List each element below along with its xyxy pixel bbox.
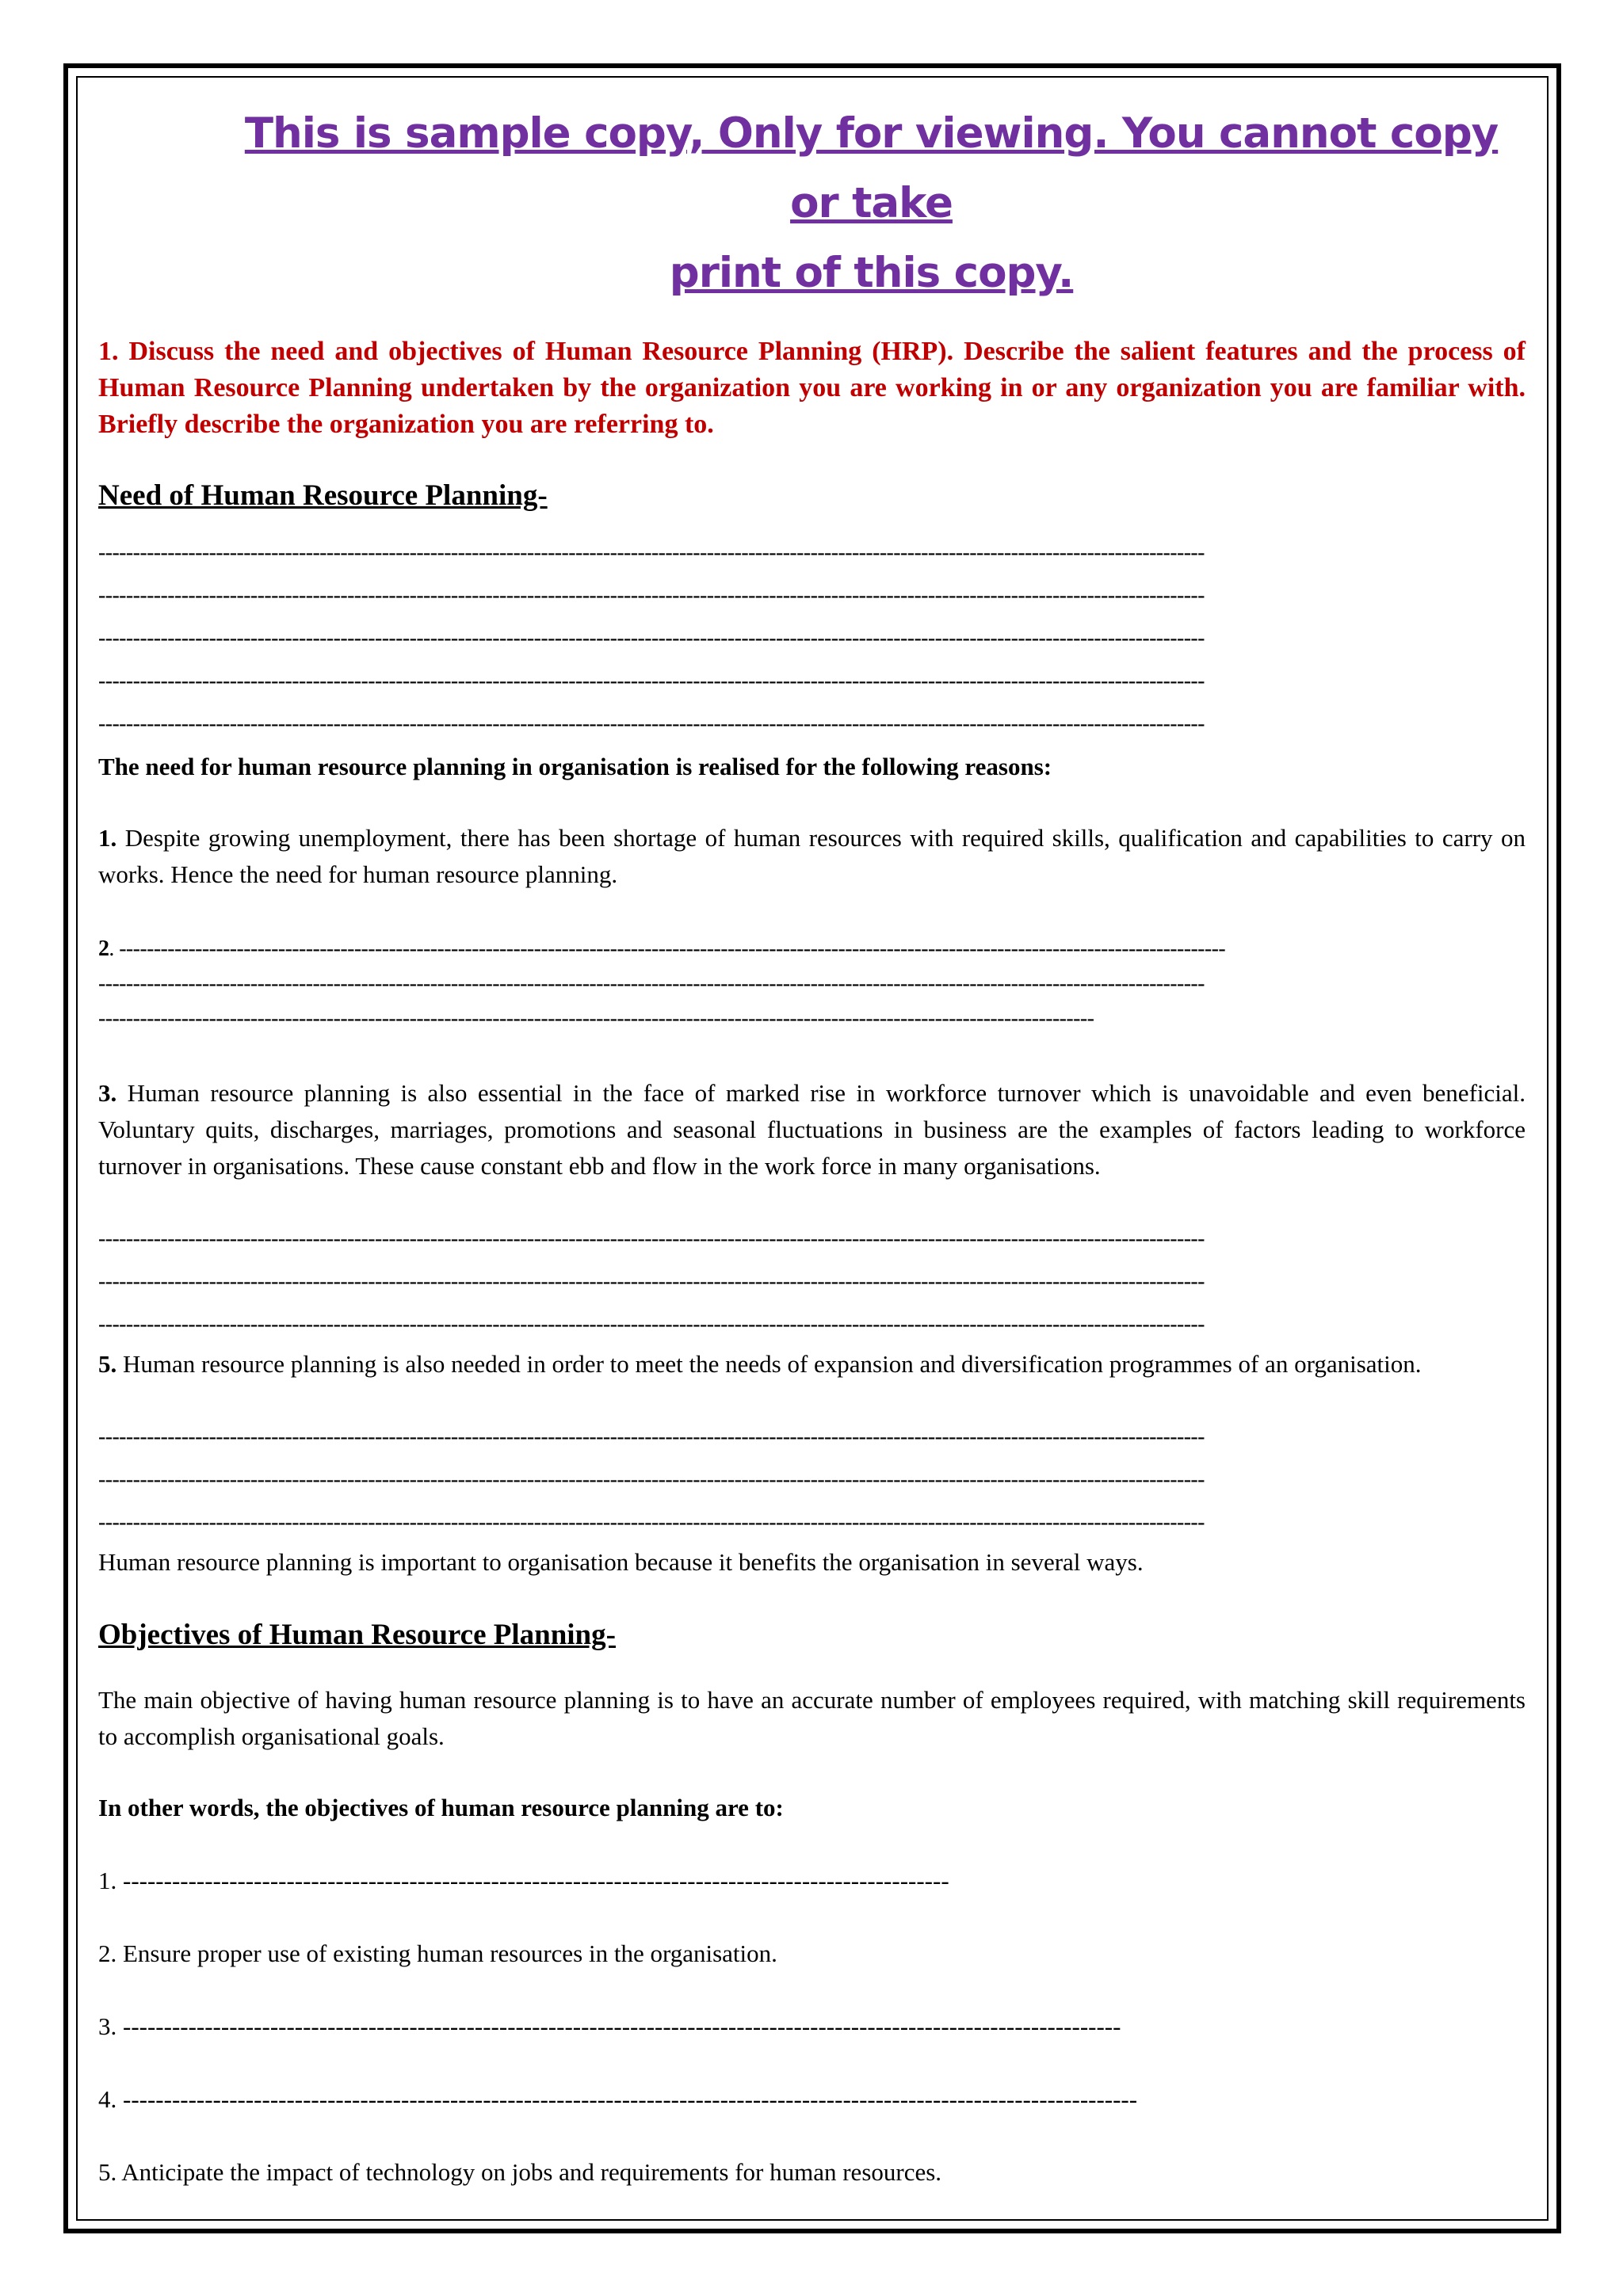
blank-line: ---------------------------------------------------------------------------------------------------------------------------------------------------------------- bbox=[98, 1425, 1205, 1449]
blank-line: ---------------------------------------------------------------------------------------------------------------------------------------------------------------- bbox=[98, 971, 1205, 996]
answer-blank-lines-item6 bbox=[98, 1416, 1526, 1544]
blank-line: ---------------------------------------------------------------------------------------------------------------------------------------------------------------- bbox=[98, 669, 1205, 693]
objective-1: 1. ----------------------------------------------------------------------------------------------------- bbox=[98, 1867, 949, 1894]
blank-line: ---------------------------------------------------------------------------------------------------------------------------------------------------------------- bbox=[98, 1226, 1205, 1251]
objective-5: 5. Anticipate the impact of technology on jobs and requirements for human resources. bbox=[98, 2158, 942, 2186]
blank-line: ---------------------------------------------------------------------------------------------------------------------------------------------------------------- bbox=[98, 711, 1205, 736]
objective-3: 3. -------------------------------------------------------------------------------------------------------------------------- bbox=[98, 2012, 1121, 2040]
item-text: Human resource planning is also needed in order to meet the needs of expansion and diversification programmes of an organisation. bbox=[116, 1350, 1422, 1378]
question-text: 1. Discuss the need and objectives of Human Resource Planning (HRP). Describe the salient features and the process of Human Resource Planning undertaken by the organization you are working in or any organization you are familiar with. Briefly describe the organization you are referring to. bbox=[98, 337, 1526, 439]
banner-line-1: This is sample copy, Only for viewing. You cannot copy or take bbox=[244, 109, 1499, 227]
need-heading: Need of Human Resource Planning- bbox=[98, 479, 548, 512]
blank-line: ---------------------------------------------------------------------------------------------------------------------------------------------------------------- bbox=[98, 540, 1205, 565]
sample-copy-banner bbox=[217, 99, 1526, 308]
objectives-lead: In other words, the objectives of human resource planning are to: bbox=[98, 1794, 784, 1821]
item-number: 3. bbox=[98, 1079, 117, 1107]
objectives-heading: Objectives of Human Resource Planning- bbox=[98, 1619, 616, 1651]
item-text: Human resource planning is also essential in the face of marked rise in workforce turnover which is unavoidable and even beneficial. Voluntary quits, discharges, marriages, promotions and seasonal fluctuations in business are the examples of factors leading to workforce turnover in organisations. These cause constant ebb and flow in the work force in many organisations. bbox=[98, 1079, 1526, 1180]
objective-2: 2. Ensure proper use of existing human resources in the organisation. bbox=[98, 1939, 777, 1967]
objectives-intro: The main objective of having human resource planning is to have an accurate number of employees required, with matching skill requirements to accomplish organisational goals. bbox=[98, 1686, 1526, 1750]
need-item-2 bbox=[98, 928, 1526, 1040]
banner-line-2: print of this copy. bbox=[669, 249, 1074, 297]
need-closing: Human resource planning is important to organisation because it benefits the organisation in several ways. bbox=[98, 1548, 1144, 1576]
blank-line: ------------------------------------------------------------------------------------------------------------------------------------------------ bbox=[98, 1006, 1094, 1031]
blank-line: ---------------------------------------------------------------------------------------------------------------------------------------------------------------- bbox=[98, 1269, 1205, 1294]
need-item-5 bbox=[98, 1346, 1526, 1383]
document-body bbox=[98, 99, 1526, 2191]
need-intro: The need for human resource planning in organisation is realised for the following reasons: bbox=[98, 753, 1052, 780]
blank-line: ---------------------------------------------------------------------------------------------------------------------------------------------------------------- bbox=[98, 626, 1205, 650]
answer-blank-lines-need bbox=[98, 532, 1526, 746]
item-number: 2 bbox=[98, 936, 109, 961]
need-item-1 bbox=[98, 820, 1526, 893]
objective-4: 4. ---------------------------------------------------------------------------------------------------------------------------- bbox=[98, 2085, 1138, 2113]
blank-line: ---------------------------------------------------------------------------------------------------------------------------------------------------------------- bbox=[98, 583, 1205, 608]
item-text: Despite growing unemployment, there has been shortage of human resources with required skills, qualification and capabilities to carry on works. Hence the need for human resource planning. bbox=[98, 824, 1526, 888]
item-number: 1. bbox=[98, 824, 117, 852]
blank-line: ---------------------------------------------------------------------------------------------------------------------------------------------------------------- bbox=[98, 1510, 1205, 1535]
need-item-3 bbox=[98, 1075, 1526, 1184]
item-number: 5. bbox=[98, 1350, 117, 1378]
blank-line: ---------------------------------------------------------------------------------------------------------------------------------------------------------------- bbox=[98, 1312, 1205, 1337]
answer-blank-lines-item4 bbox=[98, 1218, 1526, 1346]
blank-line: ---------------------------------------------------------------------------------------------------------------------------------------------------------------- bbox=[98, 1467, 1205, 1492]
blank-line: 2. ---------------------------------------------------------------------------------------------------------------------------------------------------------------- bbox=[98, 936, 1226, 961]
